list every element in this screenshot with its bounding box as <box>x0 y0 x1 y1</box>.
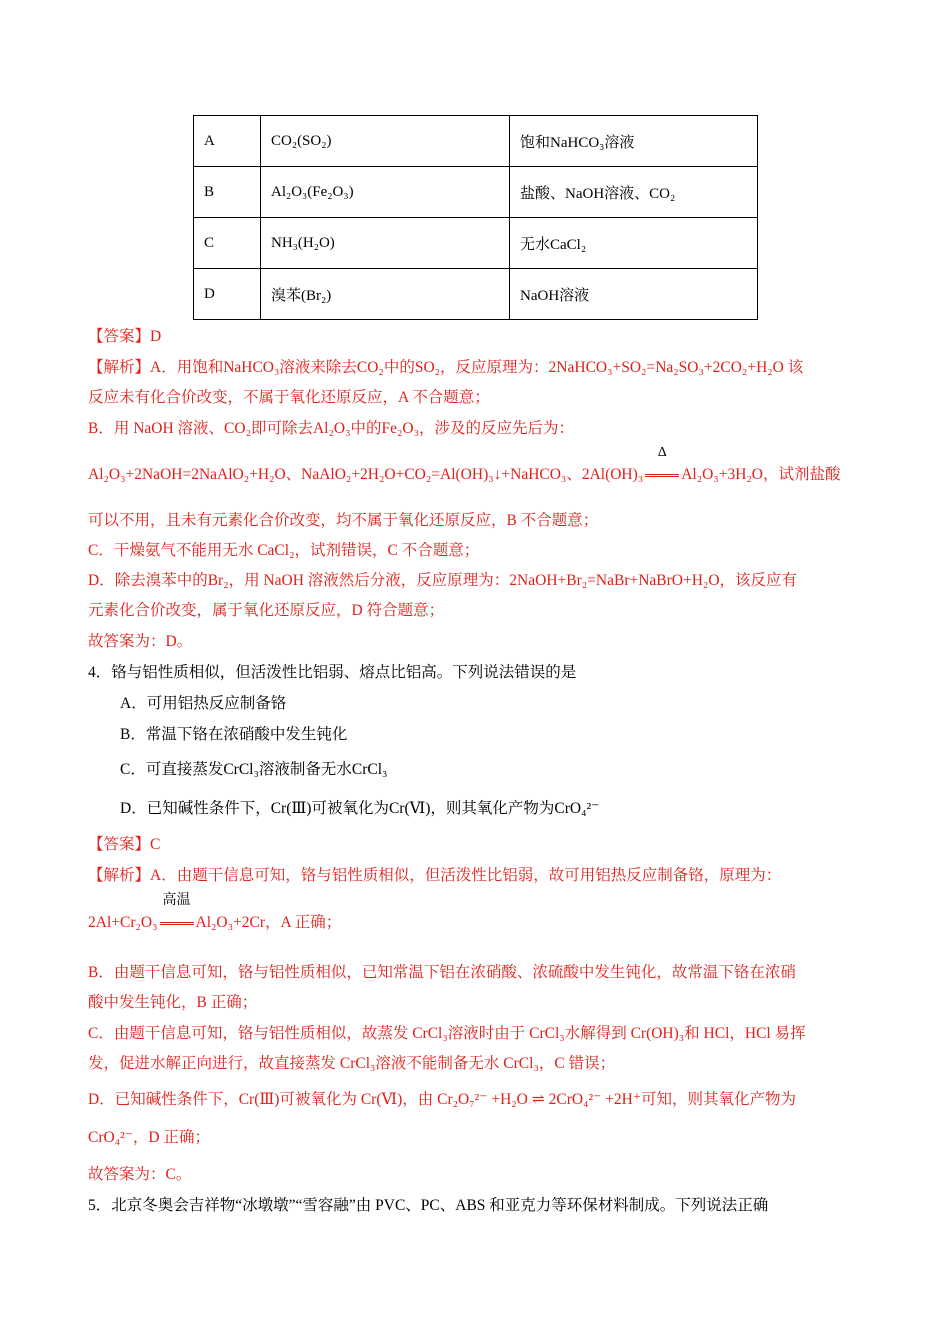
q3-equation-left: Al₂O₃+2NaOH=2NaAlO₂+H₂O、NaAlO₂+2H₂O+CO₂=Al(OH)₃↓+NaHCO₃、2Al(OH)₃ <box>88 466 644 483</box>
table-cell-option: C <box>194 218 261 269</box>
q4-option-d: D．已知碱性条件下，Cr(Ⅲ)可被氧化为Cr(Ⅵ)，则其氧化产物为CrO₄²⁻ <box>120 800 600 817</box>
q4-analysis-line: C．由题干信息可知，铬与铝性质相似，故蒸发 CrCl₃溶液时由于 CrCl₃水解得到 Cr(OH)₃和 HCl，HCl 易挥 <box>88 1025 806 1042</box>
table-row <box>194 116 758 167</box>
q4-analysis-line: D．已知碱性条件下，Cr(Ⅲ)可被氧化为 Cr(Ⅵ)，由 Cr₂O₇²⁻ +H₂O ⇌ 2CrO₄²⁻ +2H⁺可知，则其氧化产物为 <box>88 1091 797 1108</box>
q3-analysis-line: 【解析】A．用饱和NaHCO₃溶液来除去CO₂中的SO₂，反应原理为：2NaHCO₃+SO₂=Na₂SO₃+2CO₂+H₂O 该 <box>88 359 804 376</box>
table-cell-mixture: CO₂(SO₂) <box>261 116 510 167</box>
table-cell-mixture: 溴苯(Br₂) <box>261 269 510 320</box>
q3-analysis-line: 反应未有化合价改变，不属于氧化还原反应，A 不合题意； <box>88 389 490 406</box>
q4-analysis-line: 酸中发生钝化，B 正确； <box>88 994 258 1011</box>
delta-symbol: Δ <box>657 445 667 460</box>
table-row <box>194 167 758 218</box>
q4-analysis-line: B．由题干信息可知，铬与铝性质相似，已知常温下铝在浓硝酸、浓硫酸中发生钝化，故常温下铬在浓硝 <box>88 964 796 981</box>
high-temp-label: 高温 <box>162 893 191 908</box>
table-cell-mixture: NH₃(H₂O) <box>261 218 510 269</box>
q3-analysis-line: B．用 NaOH 溶液、CO₂即可除去Al₂O₃中的Fe₂O₃，涉及的反应先后为： <box>88 420 574 437</box>
q3-equation-right: Al₂O₃+3H₂O，试剂盐酸 <box>681 466 841 483</box>
q4-option-c: C．可直接蒸发CrCl₃溶液制备无水CrCl₃ <box>120 761 388 778</box>
high-temp-arrow <box>158 893 196 932</box>
q3-analysis-line: D．除去溴苯中的Br₂，用 NaOH 溶液然后分液，反应原理为：2NaOH+Br₂=NaBr+NaBrO+H₂O，该反应有 <box>88 572 798 589</box>
q4-analysis-line: 【解析】A．由题干信息可知，铬与铝性质相似，但活泼性比铝弱，故可用铝热反应制备铬，原理为： <box>88 867 782 884</box>
equals-bar <box>160 922 194 925</box>
q3-conclusion: 故答案为：D。 <box>88 633 193 650</box>
q5-stem: 5．北京冬奥会吉祥物“冰墩墩”“雪容融”由 PVC、PC、ABS 和亚克力等环保材料制成。下列说法正确 <box>88 1197 769 1214</box>
q3-analysis-line: 元素化合价改变，属于氧化还原反应，D 符合题意； <box>88 602 445 619</box>
q4-equation-line <box>88 893 342 932</box>
table-cell-option: B <box>194 167 261 218</box>
q3-analysis-line: C．干燥氨气不能用无水 CaCl₂，试剂错误，C 不合题意； <box>88 542 480 559</box>
q4-option-a: A．可用铝热反应制备铬 <box>120 695 287 712</box>
table-cell-reagent: 盐酸、NaOH溶液、CO₂ <box>510 167 758 218</box>
table-cell-mixture: Al₂O₃(Fe₂O₃) <box>261 167 510 218</box>
q4-analysis-line: CrO₄²⁻，D 正确； <box>88 1129 210 1146</box>
table-cell-option: D <box>194 269 261 320</box>
table-cell-reagent: 饱和NaHCO₃溶液 <box>510 116 758 167</box>
table-cell-option: A <box>194 116 261 167</box>
q4-equation-right: Al₂O₃+2Cr，A 正确； <box>195 914 342 931</box>
options-table <box>193 115 758 320</box>
q3-equation-line <box>88 445 841 484</box>
q4-stem: 4．铬与铝性质相似，但活泼性比铝弱、熔点比铝高。下列说法错误的是 <box>88 664 577 681</box>
q4-analysis-line: 发，促进水解正向进行，故直接蒸发 CrCl₃溶液不能制备无水 CrCl₃，C 错误； <box>88 1055 616 1072</box>
q3-answer: 【答案】D <box>88 328 162 345</box>
heating-arrow <box>643 445 681 484</box>
table-cell-reagent: 无水CaCl₂ <box>510 218 758 269</box>
table-row <box>194 269 758 320</box>
equals-bar <box>645 474 679 477</box>
table-row <box>194 218 758 269</box>
q4-answer: 【答案】C <box>88 836 161 853</box>
q4-equation-left: 2Al+Cr₂O₃ <box>88 914 158 931</box>
q3-analysis-line: 可以不用，且未有元素化合价改变，均不属于氧化还原反应，B 不合题意； <box>88 512 599 529</box>
q4-option-b: B．常温下铬在浓硝酸中发生钝化 <box>120 726 348 743</box>
table-cell-reagent: NaOH溶液 <box>510 269 758 320</box>
q4-conclusion: 故答案为：C。 <box>88 1166 192 1183</box>
